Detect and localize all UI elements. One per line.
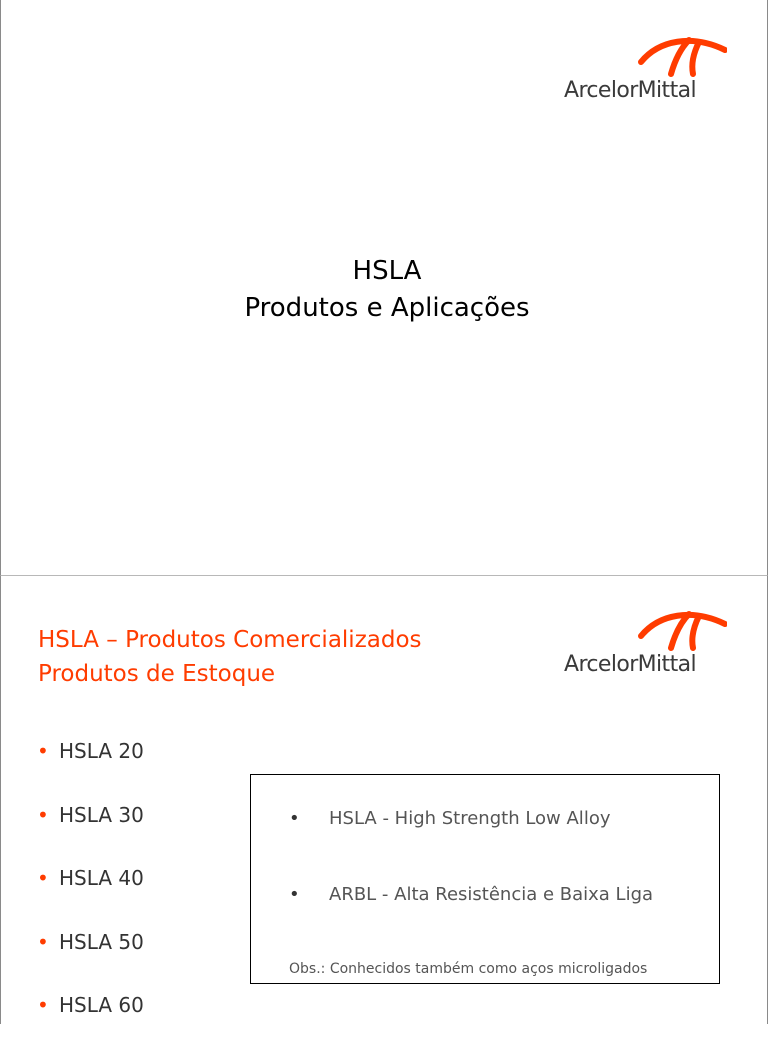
list-item <box>37 800 144 864</box>
bullet-icon: • <box>37 739 49 763</box>
slide-products <box>0 576 768 1024</box>
list-item <box>37 927 144 991</box>
slide-heading <box>38 623 422 691</box>
arcelormittal-swoosh-icon <box>637 32 727 78</box>
bullet-icon: • <box>37 993 49 1017</box>
slide-title-text <box>1 253 768 327</box>
definition-text: HSLA - High Strength Low Alloy <box>329 808 611 829</box>
arcelormittal-logo <box>561 32 721 102</box>
arcelormittal-logo <box>561 606 721 676</box>
title-line-2: Produtos e Aplicações <box>244 293 530 323</box>
list-item <box>37 736 144 800</box>
definition-text: ARBL - Alta Resistência e Baixa Liga <box>329 884 654 905</box>
logo-wordmark: ArcelorMittal <box>564 652 696 677</box>
bullet-icon: • <box>37 929 49 954</box>
list-item <box>37 990 144 1054</box>
bullet-icon: • <box>289 884 300 905</box>
product-label: HSLA 40 <box>59 866 144 890</box>
definition-box <box>250 774 720 984</box>
bullet-icon: • <box>37 866 49 890</box>
product-label: HSLA 20 <box>59 739 144 763</box>
product-label: HSLA 50 <box>59 929 144 954</box>
product-list <box>37 736 144 1054</box>
heading-line-1: HSLA – Produtos Comercializados <box>38 627 422 653</box>
product-label: HSLA 60 <box>59 993 144 1017</box>
footnote: Obs.: Conhecidos também como aços microligados <box>289 961 648 977</box>
list-item <box>37 863 144 927</box>
bullet-icon: • <box>37 802 49 827</box>
title-line-1: HSLA <box>352 256 422 286</box>
arcelormittal-swoosh-icon <box>637 606 727 652</box>
definition-item <box>289 808 610 829</box>
logo-wordmark: ArcelorMittal <box>564 78 696 103</box>
bullet-icon: • <box>289 808 300 829</box>
heading-line-2: Produtos de Estoque <box>38 661 276 687</box>
definition-item <box>289 884 653 905</box>
product-label: HSLA 30 <box>59 802 144 827</box>
